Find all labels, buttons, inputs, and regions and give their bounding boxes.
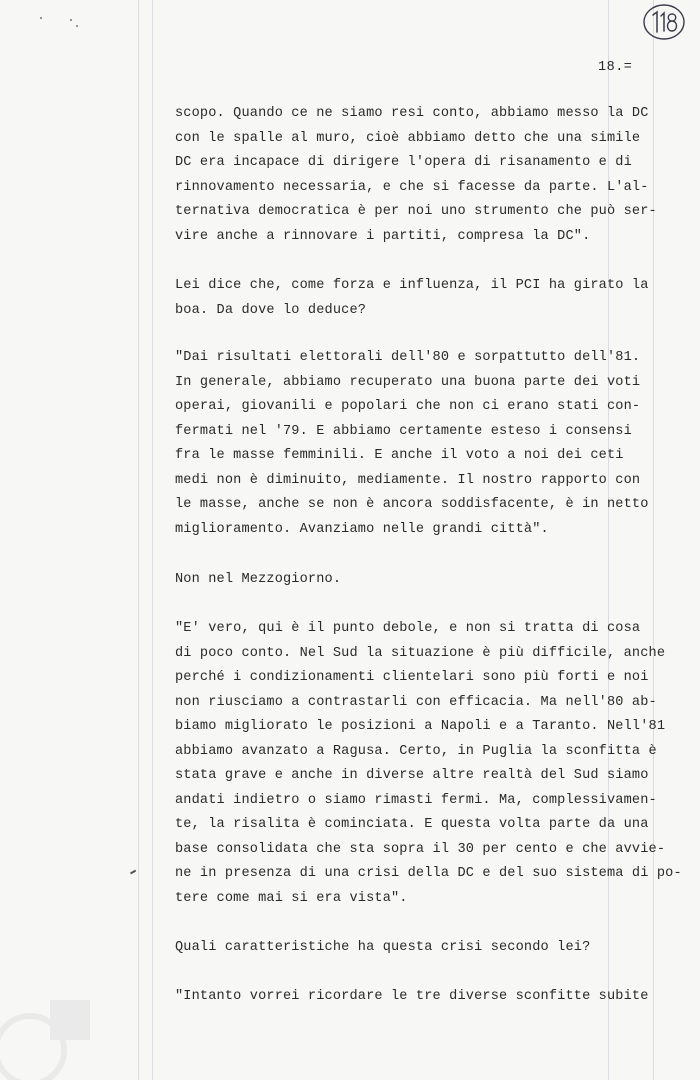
text-line: base consolidata che sta sopra il 30 per cento e che avvie- xyxy=(175,841,666,857)
text-line: Lei dice che, come forza e influenza, il PCI ha girato la xyxy=(175,278,649,293)
text-line: medi non è diminuito, mediamente. Il nostro rapporto con xyxy=(175,472,641,488)
text-line: Non nel Mezzogiorno. xyxy=(175,572,342,587)
text-line: "E' vero, qui è il punto debole, e non si tratta di cosa xyxy=(175,621,641,636)
text-line: abbiamo avanzato a Ragusa. Certo, in Puglia la sconfitta è xyxy=(175,743,657,759)
text-line: "Intanto vorrei ricordare le tre diverse sconfitte subite xyxy=(175,989,649,1004)
question-paragraph xyxy=(175,568,675,593)
text-line: In generale, abbiamo recuperato una buona parte dei voti xyxy=(175,374,641,390)
text-line: Quali caratteristiche ha questa crisi secondo lei? xyxy=(175,940,591,955)
text-line: rinnovamento necessaria, e che si facesse da parte. L'al- xyxy=(175,179,649,195)
text-line: biamo migliorato le posizioni a Napoli e a Taranto. Nell'81 xyxy=(175,719,666,734)
answer-paragraph xyxy=(175,102,675,249)
text-line: perché i condizionamenti clientelari sono più forti e noi xyxy=(175,670,649,685)
text-line: di poco conto. Nel Sud la situazione è più difficile, anche xyxy=(175,645,666,661)
text-line: non riusciamo a contrastarli con efficacia. Ma nell'80 ab- xyxy=(175,694,657,710)
text-line: miglioramento. Avanziamo nelle grandi città". xyxy=(175,521,549,537)
text-line: scopo. Quando ce ne siamo resi conto, abbiamo messo la DC xyxy=(175,106,649,121)
answer-paragraph xyxy=(175,617,682,911)
text-line: DC era incapace di dirigere l'opera di risanamento e di xyxy=(175,155,632,170)
question-paragraph xyxy=(175,936,675,961)
text-line: operai, giovanili e popolari che non ci erano stati con- xyxy=(175,399,641,414)
scan-rule-line xyxy=(152,0,153,1080)
text-line: fermati nel '79. E abbiamo certamente esteso i consensi xyxy=(175,423,632,439)
text-line: boa. Da dove lo deduce? xyxy=(175,302,367,318)
scan-speck xyxy=(70,19,72,21)
text-line: tere come mai si era vista". xyxy=(175,890,408,906)
answer-paragraph xyxy=(175,985,675,1010)
text-line: andati indietro o siamo rimasti fermi. Ma, complessivamen- xyxy=(175,792,657,808)
question-paragraph xyxy=(175,274,675,323)
text-line: con le spalle al muro, cioè abbiamo detto che una simile xyxy=(175,130,641,146)
text-line: vire anche a rinnovare i partiti, compresa la DC". xyxy=(175,228,591,244)
margin-mark xyxy=(130,870,136,874)
text-line: le masse, anche se non è ancora soddisfacente, è in netto xyxy=(175,497,649,512)
answer-paragraph xyxy=(175,346,675,542)
archive-watermark xyxy=(0,990,95,1080)
text-line: fra le masse femminili. E anche il voto a noi dei ceti xyxy=(175,448,624,463)
text-line: ne in presenza di una crisi della DC e del suo sistema di po- xyxy=(175,866,682,881)
scan-speck xyxy=(76,25,78,27)
scan-rule-line xyxy=(138,0,139,1080)
text-line: ternativa democratica è per noi uno strumento che può ser- xyxy=(175,204,657,219)
text-line: stata grave e anche in diverse altre realtà del Sud siamo xyxy=(175,768,649,783)
page-number: 18.= xyxy=(598,60,633,75)
text-line: "Dai risultati elettorali dell'80 e sorpattutto dell'81. xyxy=(175,350,641,365)
handwritten-page-stamp xyxy=(641,2,687,42)
text-line: te, la risalita è cominciata. E questa volta parte da una xyxy=(175,817,649,832)
scan-speck xyxy=(40,17,42,19)
